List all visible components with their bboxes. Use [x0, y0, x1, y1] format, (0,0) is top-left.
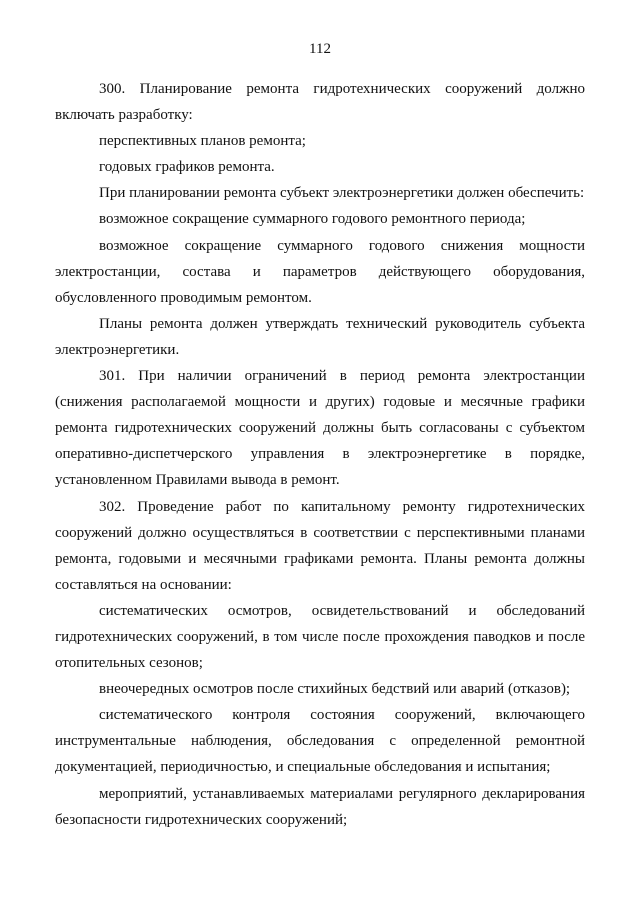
list-item-systematic-monitoring: систематического контроля состояния сооружений, включающего инструментальные наблюдения, обследования с определенной ремонтной документацией, периодичностью, и специальные обследования и испытания;: [55, 707, 585, 776]
list-item-capacity-reduction: возможное сокращение суммарного годового снижения мощности электростанции, состава и параметров действующего оборудования, обусловленного проводимым ремонтом.: [55, 237, 585, 306]
list-item-systematic-inspections: систематических осмотров, освидетельствований и обследований гидротехнических сооружений, в том числе после прохождения паводков и после отопительных сезонов;: [55, 602, 585, 672]
list-item-safety-declaration: мероприятий, устанавливаемых материалами регулярного декларирования безопасности гидротехнических сооружений;: [55, 785, 585, 828]
paragraph-300: 300. Планирование ремонта гидротехнических сооружений должно включать разработку:: [55, 81, 585, 124]
list-item-repair-period-reduction: возможное сокращение суммарного годового ремонтного периода;: [99, 211, 526, 228]
list-item-annual-schedules: годовых графиков ремонта.: [99, 159, 275, 176]
paragraph-plan-approval: Планы ремонта должен утверждать технический руководитель субъекта электроэнергетики.: [55, 315, 585, 358]
document-body: [55, 76, 585, 833]
paragraph-planning-obligations: При планировании ремонта субъект электроэнергетики должен обеспечить:: [99, 185, 585, 202]
list-item-perspective-plans: перспективных планов ремонта;: [99, 133, 306, 150]
list-item-extraordinary-inspections: внеочередных осмотров после стихийных бедствий или аварий (отказов);: [99, 681, 571, 698]
paragraph-301: 301. При наличии ограничений в период ремонта электростанции (снижения располагаемой мощности и других) годовые и месячные графики ремонта гидротехнических сооружений должны быть согласованы с субъектом оперативно-диспетчерского управления в электроэнергетике в порядке, установленном Правилами вывода в ремонт.: [55, 368, 585, 489]
paragraph-302: 302. Проведение работ по капитальному ремонту гидротехнических сооружений должно осуществляться в соответствии с перспективными планами ремонта, годовыми и месячными графиками ремонта. Планы ремонта должны составляться на основании:: [55, 498, 585, 593]
page-number: 112: [309, 41, 331, 57]
